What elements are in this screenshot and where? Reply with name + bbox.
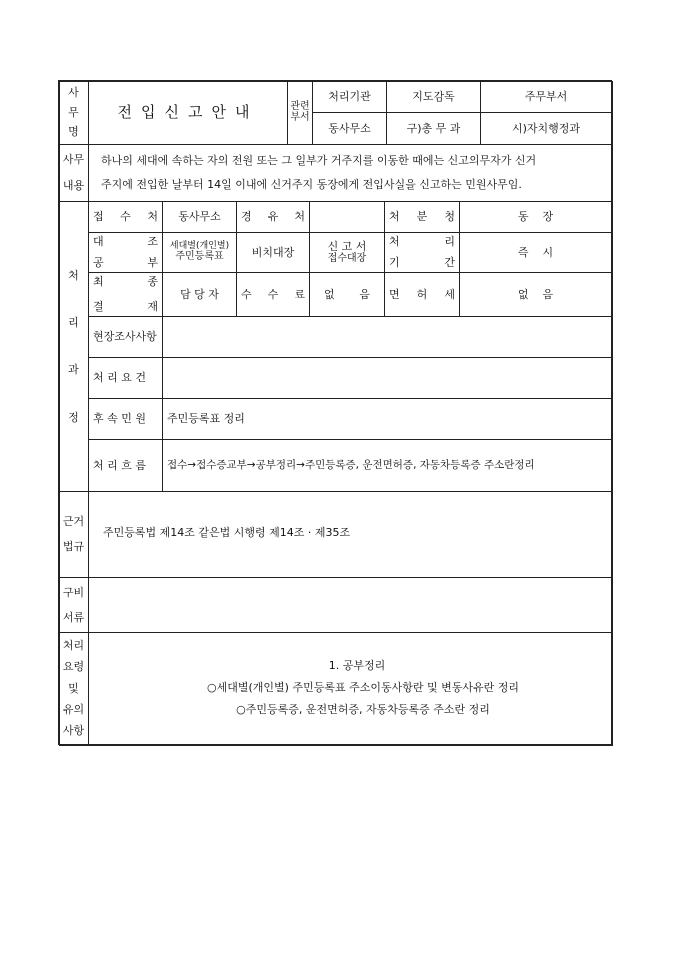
process-flow-label: 처 리 흐 름 — [88, 439, 163, 492]
ledger-line: 접수대장 — [327, 253, 367, 265]
label-char: 간 — [444, 256, 455, 270]
header-label — [58, 80, 89, 145]
content-label — [58, 144, 89, 202]
content-line: 주지에 전입한 날부터 14일 이내에 신거주지 동장에게 전입사실을 신고하는 민원사무임. — [101, 178, 522, 191]
site-survey-label: 현장조사사항 — [88, 316, 163, 358]
label-line: 및 — [68, 681, 79, 695]
label-char: 최 — [93, 275, 104, 288]
label-line: 근거 — [62, 515, 85, 529]
site-survey-value — [162, 316, 612, 358]
notes-content — [88, 632, 612, 745]
supervision-heading: 지도감독 — [386, 80, 481, 113]
disposition-label — [384, 201, 460, 233]
label-char: 처 — [389, 235, 400, 248]
label-char: 세 — [444, 287, 455, 301]
reception-value: 동사무소 — [162, 201, 237, 233]
label-line: 사무 — [62, 153, 85, 167]
label-char: 리 — [444, 235, 455, 248]
content-text — [88, 144, 612, 202]
content-line: 하나의 세대에 속하는 자의 전원 또는 그 일부가 거주지를 이동한 때에는 신고의무자가 신거 — [101, 154, 537, 167]
label-char: 기 — [389, 256, 400, 270]
label-line: 요령 — [62, 660, 85, 674]
legal-basis-value: 주민등록법 제14조 같은법 시행령 제14조 · 제35조 — [88, 491, 612, 578]
follow-up-value: 주민등록표 정리 — [162, 398, 612, 440]
documents-value — [88, 577, 612, 633]
reception-label — [88, 201, 163, 233]
label-char: 청 — [444, 210, 455, 224]
label-char: 결 — [93, 300, 104, 314]
agency-heading: 처리기관 — [312, 80, 387, 113]
label-char: 수 — [267, 287, 279, 301]
label-char: 사 — [68, 85, 79, 99]
label-char: 수 — [120, 210, 131, 224]
label-line: 처리 — [62, 638, 85, 652]
legal-basis-label — [58, 491, 89, 578]
label-char: 리 — [68, 316, 79, 329]
main-dept-value: 시)자치행정과 — [480, 112, 612, 145]
final-approval-label — [88, 272, 163, 317]
license-tax-value: 없 음 — [459, 272, 612, 317]
label-char: 허 — [416, 287, 428, 301]
related-dept-label: 관련부서 — [287, 80, 313, 145]
ledger-value-1 — [162, 232, 237, 273]
page-title: 전입신고안내 — [88, 80, 288, 145]
process-label — [58, 201, 89, 492]
label-char: 무 — [68, 105, 79, 119]
label-char: 처 — [294, 210, 305, 224]
label-char: 경 — [241, 210, 252, 224]
label-char: 유 — [267, 210, 279, 224]
via-value — [309, 201, 385, 233]
label-char: 접 — [93, 210, 104, 224]
label-line: 내용 — [62, 179, 85, 193]
label-line: 서류 — [62, 610, 85, 624]
ledger-line: 세대별(개인별) — [169, 241, 230, 252]
label-char: 수 — [241, 287, 252, 301]
label-line: 사항 — [62, 724, 85, 738]
value-char: 음 — [359, 287, 370, 301]
main-dept-heading: 주무부서 — [480, 80, 612, 113]
label-char: 처 — [147, 210, 158, 224]
label-char: 정 — [68, 410, 79, 424]
label-char: 대 — [93, 235, 104, 248]
label-char: 처 — [389, 210, 400, 224]
requirements-value — [162, 357, 612, 399]
label-char: 공 — [93, 256, 104, 270]
notes-label — [58, 632, 89, 745]
requirements-label: 처 리 요 건 — [88, 357, 163, 399]
value-char: 없 — [324, 287, 335, 301]
fee-label — [236, 272, 310, 317]
ledger-value-2: 비치대장 — [236, 232, 310, 273]
ledger-value-3 — [309, 232, 385, 273]
period-label — [384, 232, 460, 273]
final-approval-value: 담 당 자 — [162, 272, 237, 317]
ledger-label — [88, 232, 163, 273]
agency-value: 동사무소 — [312, 112, 387, 145]
label-char: 조 — [147, 235, 158, 248]
ledger-line: 주민등록표 — [175, 251, 224, 263]
supervision-value: 구)총 무 과 — [386, 112, 481, 145]
label-char: 과 — [68, 363, 79, 377]
label-char: 재 — [147, 300, 158, 314]
notes-item: ○세대별(개인별) 주민등록표 주소이동사항란 및 변동사유란 정리 — [207, 681, 519, 694]
period-value: 즉 시 — [459, 232, 612, 273]
license-tax-label — [384, 272, 460, 317]
label-line: 구비 — [62, 585, 85, 599]
follow-up-label: 후 속 민 원 — [88, 398, 163, 440]
label-char: 분 — [416, 210, 428, 224]
via-label — [236, 201, 310, 233]
process-flow-value: 접수→접수증교부→공부정리→주민등록증, 운전면허증, 자동차등록증 주소란정리 — [162, 439, 612, 492]
label-char: 명 — [68, 125, 79, 139]
fee-value — [309, 272, 385, 317]
label-char: 종 — [147, 275, 158, 288]
documents-label — [58, 577, 89, 633]
label-line: 유의 — [62, 702, 85, 716]
label-char: 료 — [294, 287, 305, 301]
label-char: 면 — [389, 287, 400, 301]
ledger-line: 신 고 서 — [327, 240, 367, 254]
disposition-value: 동 장 — [459, 201, 612, 233]
label-char: 처 — [68, 268, 79, 282]
label-line: 법규 — [62, 539, 85, 553]
notes-heading: 1. 공부정리 — [328, 659, 386, 672]
notes-item: ○주민등록증, 운전면허증, 자동차등록증 주소란 정리 — [236, 703, 490, 716]
label-char: 부 — [147, 256, 158, 270]
